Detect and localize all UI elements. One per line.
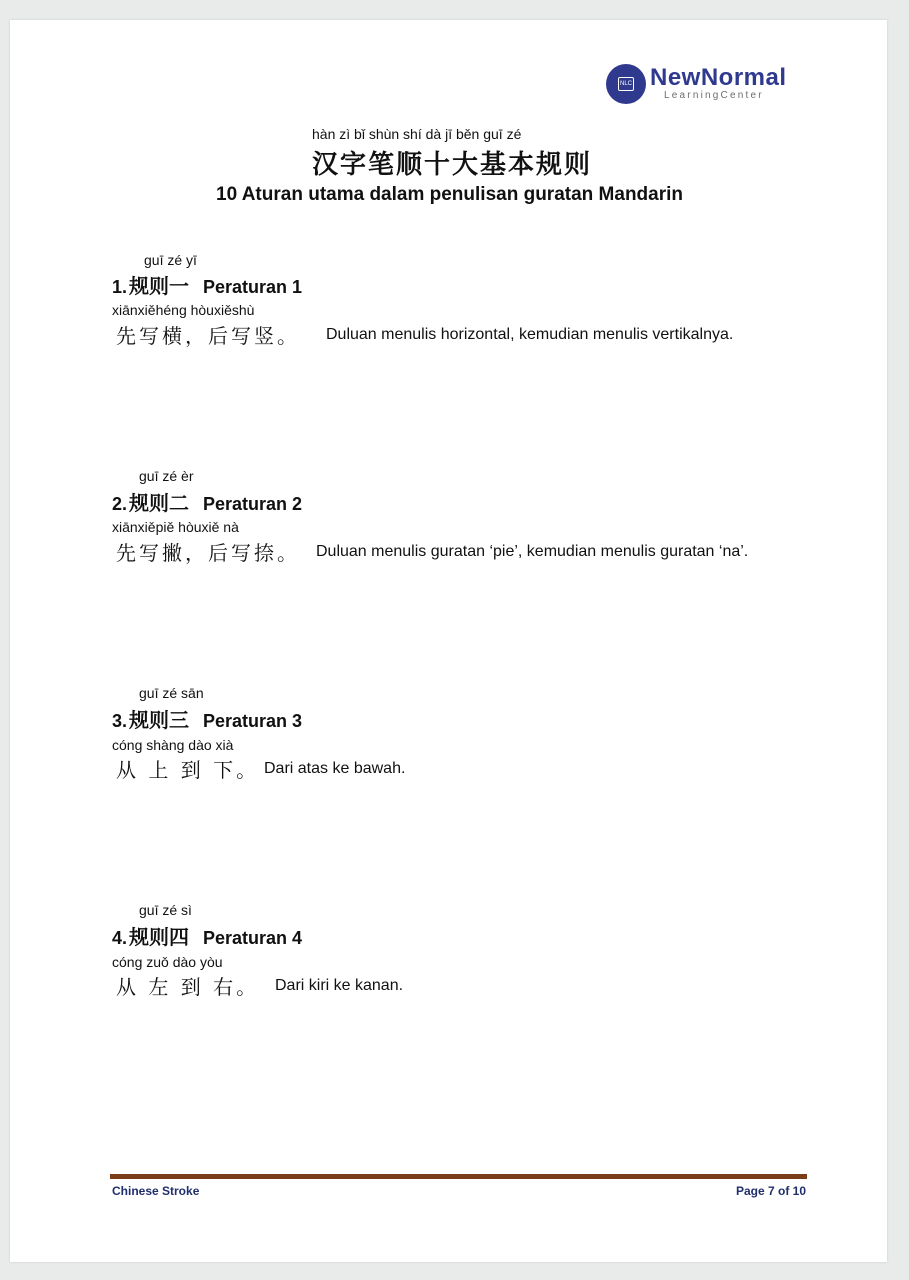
rule-4-label: Peraturan 4 <box>203 928 303 948</box>
rule-3-heading-pinyin: guī zé sān <box>139 685 204 701</box>
page-title-chinese: 汉字笔顺十大基本规则 <box>312 150 593 180</box>
rule-3-example-chinese: 从 上 到 下。 <box>116 758 260 782</box>
footer-document-title: Chinese Stroke <box>112 1184 200 1198</box>
rule-3-example-pinyin: cóng shàng dào xià <box>112 737 234 753</box>
logo <box>606 64 816 108</box>
rule-4-number: 4. <box>112 928 128 948</box>
rule-3-chinese: 规则三 <box>129 708 190 732</box>
rule-2-heading <box>112 487 302 516</box>
rule-4-description: Dari kiri ke kanan. <box>275 977 404 994</box>
rule-1-heading-pinyin: guī zé yī <box>144 252 197 268</box>
rule-2-example-pinyin: xiānxiěpiě hòuxiě nà <box>112 519 239 535</box>
rule-2-number: 2. <box>112 494 128 514</box>
rule-3-number: 3. <box>112 711 128 731</box>
rule-2-chinese: 规则二 <box>129 491 190 515</box>
rule-1-label: Peraturan 1 <box>203 277 303 297</box>
rule-1-number: 1. <box>112 277 128 297</box>
rule-1-heading <box>112 270 302 299</box>
rule-1-description: Duluan menulis horizontal, kemudian menulis vertikalnya. <box>326 326 734 343</box>
rule-4-heading-pinyin: guī zé sì <box>139 902 192 918</box>
rule-3-heading <box>112 704 302 733</box>
rule-3-label: Peraturan 3 <box>203 711 303 731</box>
title-pinyin: hàn zì bǐ shùn shí dà jī běn guī zé <box>312 126 522 142</box>
rule-2-label: Peraturan 2 <box>203 494 303 514</box>
rule-2-heading-pinyin: guī zé èr <box>139 468 194 484</box>
rule-4-chinese: 规则四 <box>129 925 190 949</box>
logo-subtitle: LearningCenter <box>664 90 764 101</box>
rule-2-description: Duluan menulis guratan ‘pie’, kemudian menulis guratan ‘na’. <box>316 543 749 560</box>
rule-4-example-chinese: 从 左 到 右。 <box>116 975 260 999</box>
footer-page-number: Page 7 of 10 <box>735 1184 806 1198</box>
logo-emblem-icon: NLC <box>606 64 646 104</box>
document-page <box>10 20 887 1262</box>
rule-2-example-chinese: 先写撇，后写捺。 <box>116 541 300 565</box>
logo-name: NewNormal <box>650 64 787 91</box>
rule-1-chinese: 规则一 <box>129 274 190 298</box>
rule-4-example-pinyin: cóng zuǒ dào yòu <box>112 954 223 970</box>
page-subtitle: 10 Aturan utama dalam penulisan guratan Mandarin <box>216 184 684 205</box>
footer-divider <box>110 1174 807 1179</box>
rule-3-description: Dari atas ke bawah. <box>264 760 406 777</box>
rule-1-example-chinese: 先写横，后写竖。 <box>116 324 300 348</box>
rule-4-heading <box>112 921 302 950</box>
rule-1-example-pinyin: xiānxiěhéng hòuxiěshù <box>112 302 255 318</box>
